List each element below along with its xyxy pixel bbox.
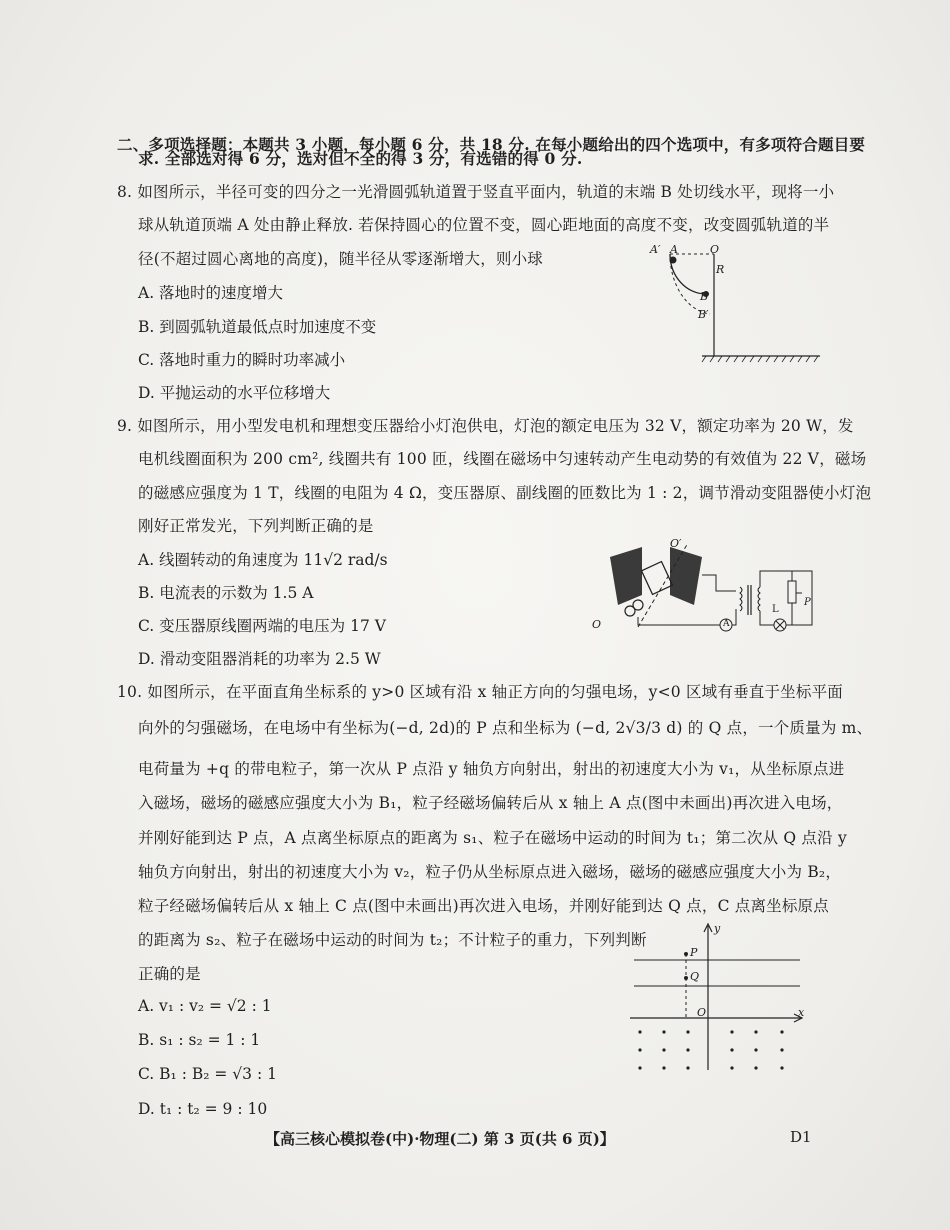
q9-option-b: B. 电流表的示数为 1.5 A [138, 584, 314, 602]
q9-generator-circuit-figure [598, 535, 820, 635]
q9-label-o-prime: O′ [670, 537, 682, 550]
q10-label-x: x [798, 1006, 805, 1019]
q8-label-b: B [700, 290, 709, 303]
q9-label-lamp: L [772, 604, 779, 615]
q10-label-q: Q [690, 970, 700, 983]
q9-label-p: P [804, 597, 811, 608]
q8-ball [670, 257, 677, 264]
q8-option-b: B. 到圆弧轨道最低点时加速度不变 [138, 318, 377, 336]
q10-stem-line6: 轴负方向射出，射出的初速度大小为 v₂，粒子仍从坐标原点进入磁场，磁场的磁感应强度大小为 B₂， [138, 863, 842, 881]
q10-stem-line5: 并刚好能到达 P 点，A 点离坐标原点的距离为 s₁、粒子在磁场中运动的时间为 t₁；第二次从 Q 点沿 y [138, 829, 847, 847]
q9-stem-line4: 刚好正常发光，下列判断正确的是 [138, 517, 374, 535]
q10-magnetic-field-dots [638, 1030, 783, 1069]
q9-stem-line1: 9. 如图所示，用小型发电机和理想变压器给小灯泡供电，灯泡的额定电压为 32 V，额定功率为 20 W，发 [117, 417, 854, 435]
q8-arc-large [670, 254, 710, 314]
q10-label-o: O [697, 1006, 707, 1019]
q10-field-lines [634, 960, 800, 986]
q8-stem-line3: 径(不超过圆心离地的高度)，随半径从零逐渐增大，则小球 [138, 250, 543, 268]
q9-option-c: C. 变压器原线圈两端的电压为 17 V [138, 617, 386, 635]
q8-ground-hatch [702, 356, 818, 362]
q10-label-y: y [714, 922, 721, 935]
q9-option-d: D. 滑动变阻器消耗的功率为 2.5 W [138, 650, 381, 668]
q10-stem-line1: 10. 如图所示，在平面直角坐标系的 y>0 区域有沿 x 轴正方向的匀强电场，y<0 区域有垂直于坐标平面 [117, 683, 843, 701]
q10-stem-line2: 向外的匀强磁场，在电场中有坐标为(−d, 2d)的 P 点和坐标为 (−d, 2√3/3 d) 的 Q 点，一个质量为 m、 [138, 719, 873, 737]
q10-option-a: A. v₁ : v₂ = √2 : 1 [138, 997, 272, 1015]
q10-option-c: C. B₁ : B₂ = √3 : 1 [138, 1065, 277, 1083]
q8-arc-track-figure [640, 236, 825, 371]
section-header-line1: 二、多项选择题：本题共 3 小题，每小题 6 分，共 18 分. 在每小题给出的四个选项中，有多项符合题目要 [117, 135, 866, 154]
q8-label-b-prime: B′ [698, 308, 709, 321]
q10-stem-line3: 电荷量为 +q 的带电粒子，第一次从 P 点沿 y 轴负方向射出，射出的初速度大小为 v₁，从坐标原点进 [138, 760, 845, 778]
q10-coordinate-figure [624, 920, 814, 1080]
q9-wire-1 [702, 575, 736, 591]
q9-coil [642, 562, 673, 595]
q8-stem-line1: 8. 如图所示，半径可变的四分之一光滑圆弧轨道置于竖直平面内，轨道的末端 B 处切线水平，现将一小 [117, 183, 835, 201]
q9-option-a: A. 线圈转动的角速度为 11√2 rad/s [138, 551, 388, 569]
footer-title: 【高三核心模拟卷(中)·物理(二) 第 3 页(共 6 页)】 [265, 1130, 615, 1148]
q9-primary-coil [740, 587, 742, 611]
q9-rheostat [788, 581, 796, 603]
q9-stem-line2: 电机线圈面积为 200 cm², 线圈共有 100 匝，线圈在磁场中匀速转动产生电动势的有效值为 22 V，磁场 [138, 450, 867, 468]
q10-stem-line4: 入磁场，磁场的磁感应强度大小为 B₁，粒子经磁场偏转后从 x 轴上 A 点(图中未画出)再次进入电场， [138, 794, 843, 812]
q8-option-a: A. 落地时的速度增大 [138, 284, 284, 302]
q8-stem-line2: 球从轨道顶端 A 处由静止释放. 若保持圆心的位置不变，圆心距地面的高度不变，改变圆弧轨道的半 [138, 216, 830, 234]
q10-option-b: B. s₁ : s₂ = 1 : 1 [138, 1031, 261, 1049]
q10-stem-line7: 粒子经磁场偏转后从 x 轴上 C 点(图中未画出)再次进入电场，并刚好能到达 Q 点，C 点离坐标原点 [138, 897, 829, 915]
q10-stem-line8: 的距离为 s₂、粒子在磁场中运动的时间为 t₂；不计粒子的重力，下列判断 [138, 931, 647, 949]
q10-point-p [684, 952, 688, 956]
q8-label-o: O [710, 243, 720, 256]
q10-point-q [684, 976, 688, 980]
q10-label-p: P [690, 946, 698, 959]
q8-label-a-prime: A′ [650, 243, 661, 256]
q8-option-d: D. 平抛运动的水平位移增大 [138, 384, 331, 402]
q8-label-r: R [716, 263, 725, 276]
q9-stem-line3: 的磁感应强度为 1 T，线圈的电阻为 4 Ω，变压器原、副线圈的匝数比为 1 : 2，调节滑动变阻器使小灯泡 [138, 484, 872, 502]
q9-label-ammeter: A [723, 619, 730, 629]
q9-magnet-left [610, 547, 642, 605]
q9-label-o: O [592, 618, 602, 631]
q8-label-a: A [670, 243, 678, 256]
q9-magnet-right [670, 547, 702, 605]
footer-code: D1 [790, 1128, 812, 1146]
q8-option-c: C. 落地时重力的瞬时功率减小 [138, 351, 346, 369]
section-header-line2-text: 求. 全部选对得 6 分，选对但不全的得 3 分，有选错的得 0 分. [138, 149, 583, 168]
q10-stem-line9: 正确的是 [138, 965, 201, 983]
q9-secondary-coil [758, 587, 760, 611]
q10-option-d: D. t₁ : t₂ = 9 : 10 [138, 1100, 268, 1118]
q9-slip-ring-2 [633, 600, 643, 610]
